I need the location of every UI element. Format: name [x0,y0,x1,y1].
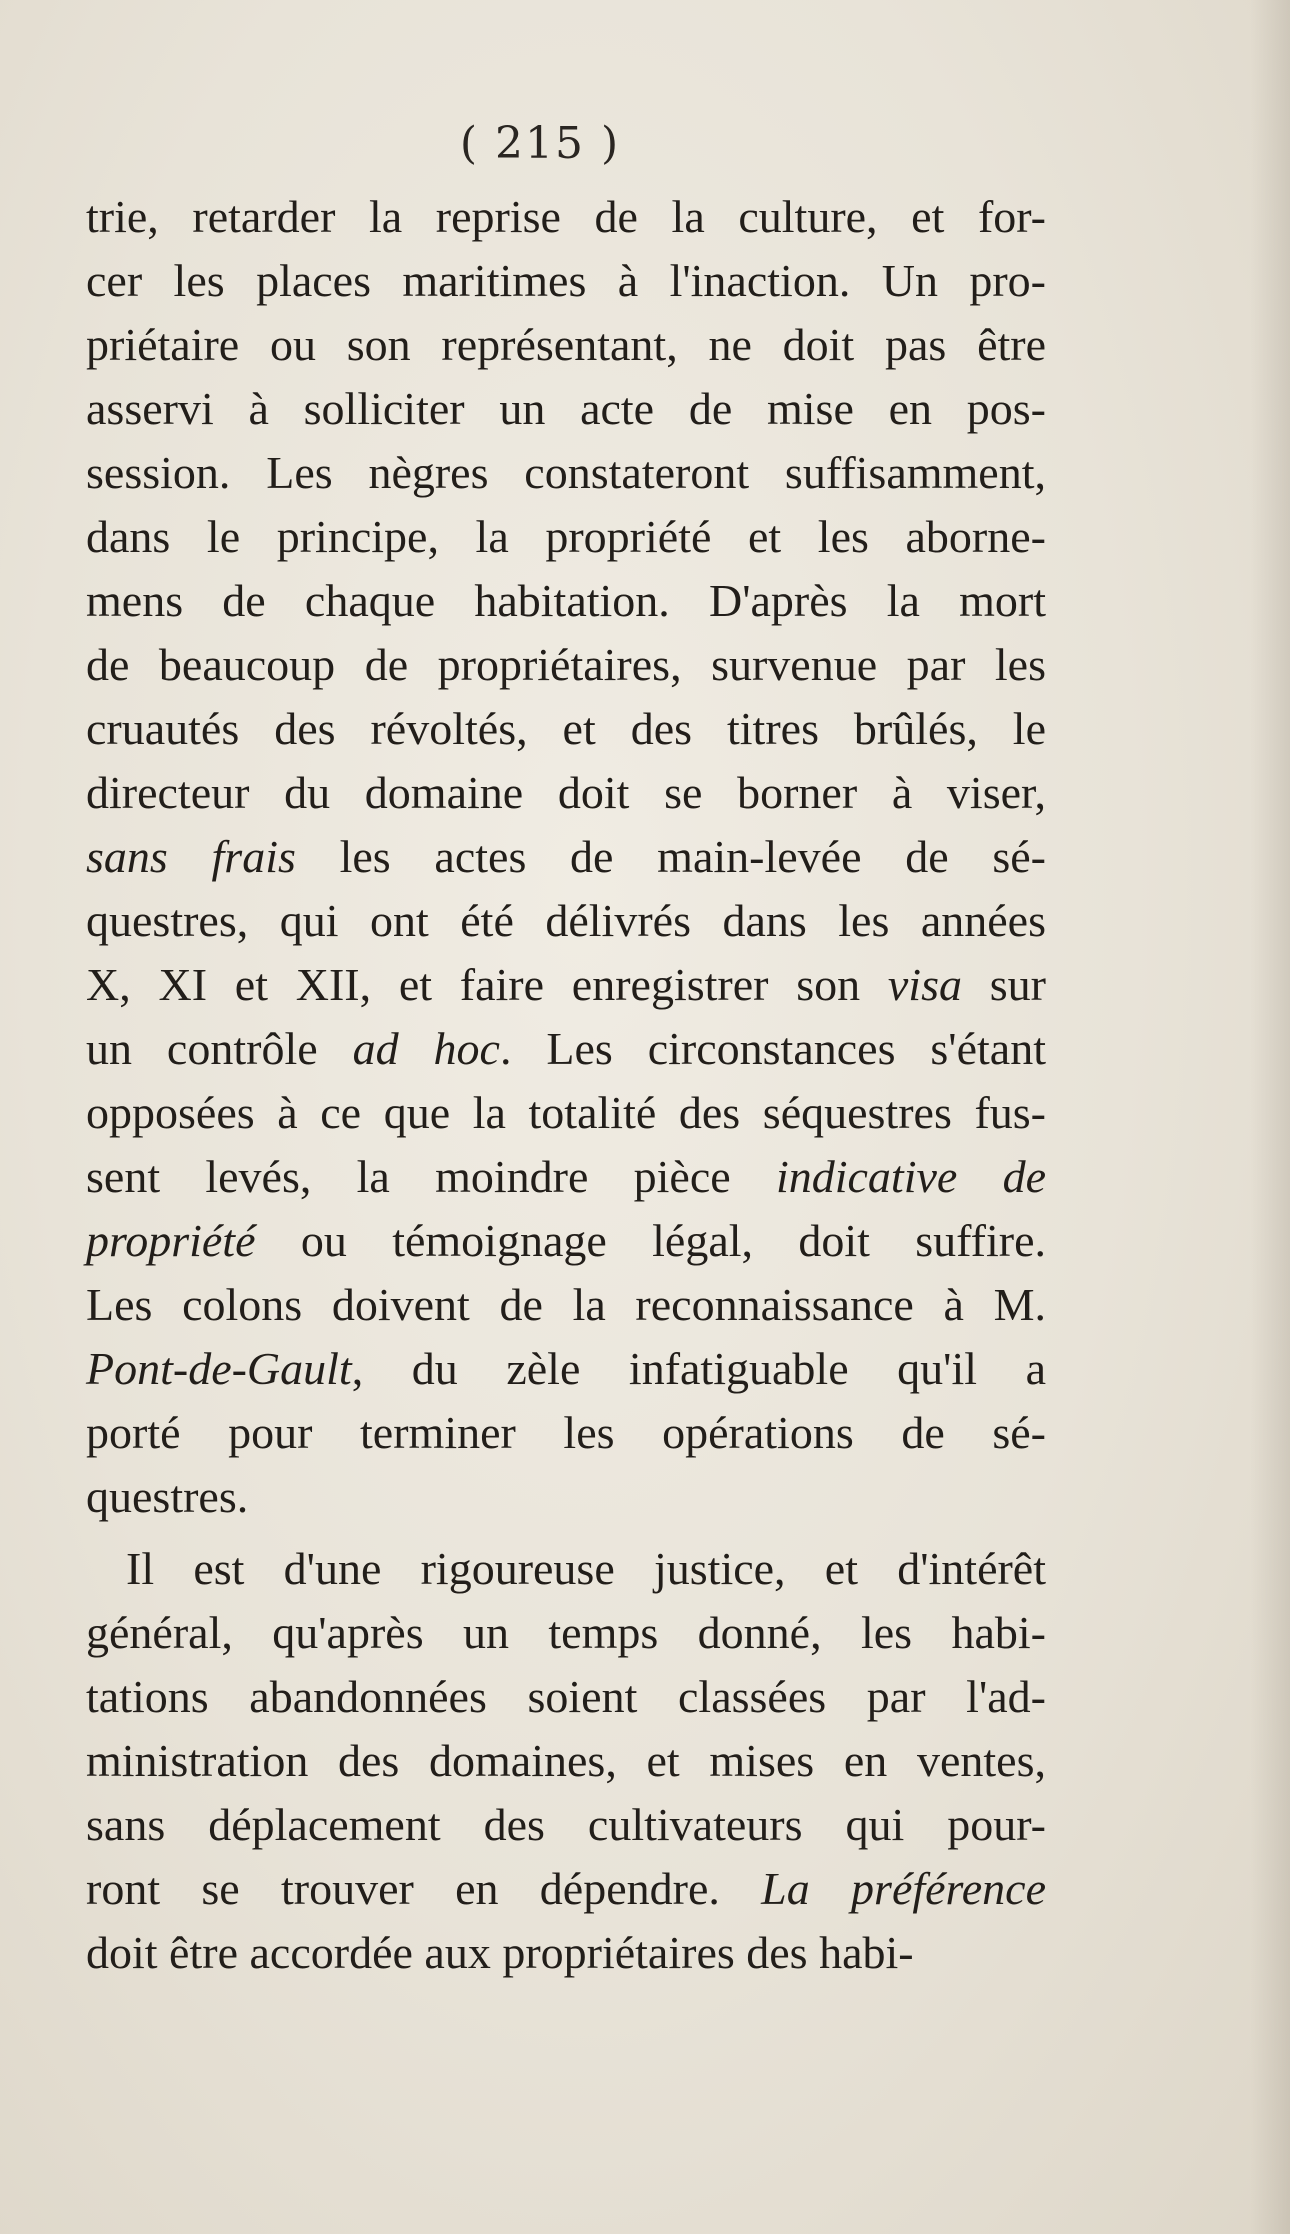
text-line [86,313,1046,377]
text-line [86,761,1046,825]
text-line [86,1537,1046,1601]
text-segment: directeur du domaine doit se borner à viser, [86,767,1046,818]
text-line [86,889,1046,953]
text-segment: priétaire ou son représentant, ne doit pas être [86,319,1046,370]
text-line [86,1145,1046,1209]
text-segment: mens de chaque habitation. D'après la mort [86,575,1046,626]
text-line [86,185,1046,249]
text-segment: sent levés, la moindre pièce [86,1151,776,1202]
text-segment: sur [962,959,1046,1010]
text-segment: . Les circonstances s'étant [499,1023,1046,1074]
text-line [86,1921,1046,1985]
text-segment: un contrôle [86,1023,353,1074]
text-line [86,633,1046,697]
text-segment: tations abandonnées soient classées par l'ad- [86,1671,1046,1722]
text-segment: questres. [86,1471,249,1522]
italic-text: propriété [86,1215,256,1266]
text-line [86,1665,1046,1729]
text-segment: questres, qui ont été délivrés dans les années [86,895,1046,946]
text-line [86,1793,1046,1857]
text-line [86,505,1046,569]
italic-text: visa [887,959,962,1010]
text-line [86,825,1046,889]
text-line [86,441,1046,505]
italic-text: ad hoc [352,1023,500,1074]
text-line [86,377,1046,441]
text-line [86,569,1046,633]
text-line [86,1017,1046,1081]
paragraph [86,185,1046,1529]
text-segment: les actes de main-levée de sé- [295,831,1046,882]
text-segment: session. Les nègres constateront suffisamment, [86,447,1046,498]
text-segment: opposées à ce que la totalité des séquestres fus- [86,1087,1046,1138]
text-segment: trie, retarder la reprise de la culture, et for- [86,191,1046,242]
text-segment: ministration des domaines, et mises en ventes, [86,1735,1046,1786]
page-edge-shadow [1250,0,1290,2234]
page-number: ( 215 ) [459,118,621,169]
text-line [86,1601,1046,1665]
text-segment: général, qu'après un temps donné, les habi- [86,1607,1046,1658]
text-line [86,1337,1046,1401]
body-text [86,185,1046,1985]
text-segment: X, XI et XII, et faire enregistrer son [86,959,888,1010]
italic-text: La préférence [761,1863,1046,1914]
text-segment: ou témoignage légal, doit suffire. [255,1215,1046,1266]
text-segment: asservi à solliciter un acte de mise en pos- [86,383,1046,434]
text-segment: cer les places maritimes à l'inaction. Un pro- [86,255,1046,306]
text-line [86,1857,1046,1921]
text-segment: sans déplacement des cultivateurs qui pour- [86,1799,1046,1850]
text-segment: ront se trouver en dépendre. [86,1863,762,1914]
text-segment: porté pour terminer les opérations de sé- [86,1407,1046,1458]
text-segment: , du zèle infatiguable qu'il a [351,1343,1046,1394]
italic-text: indicative de [775,1151,1047,1202]
paragraph [86,1537,1046,1985]
italic-text: sans frais [86,831,296,882]
text-line [86,1401,1046,1465]
text-line [86,1273,1046,1337]
text-line [86,1729,1046,1793]
text-segment: Il est d'une rigoureuse justice, et d'intérêt [126,1543,1046,1594]
text-segment: de beaucoup de propriétaires, survenue par les [86,639,1046,690]
text-line [86,1209,1046,1273]
text-segment: dans le principe, la propriété et les aborne- [86,511,1046,562]
italic-text: Pont-de-Gault [86,1343,352,1394]
text-segment: cruautés des révoltés, et des titres brûlés, le [86,703,1046,754]
text-line [86,1081,1046,1145]
text-segment: Les colons doivent de la reconnaissance à M. [86,1279,1046,1330]
paragraph-gap [86,1529,1046,1537]
text-segment: doit être accordée aux propriétaires des habi- [86,1927,914,1978]
text-line [86,697,1046,761]
text-line [86,249,1046,313]
text-line [86,953,1046,1017]
text-line [86,1465,1046,1529]
